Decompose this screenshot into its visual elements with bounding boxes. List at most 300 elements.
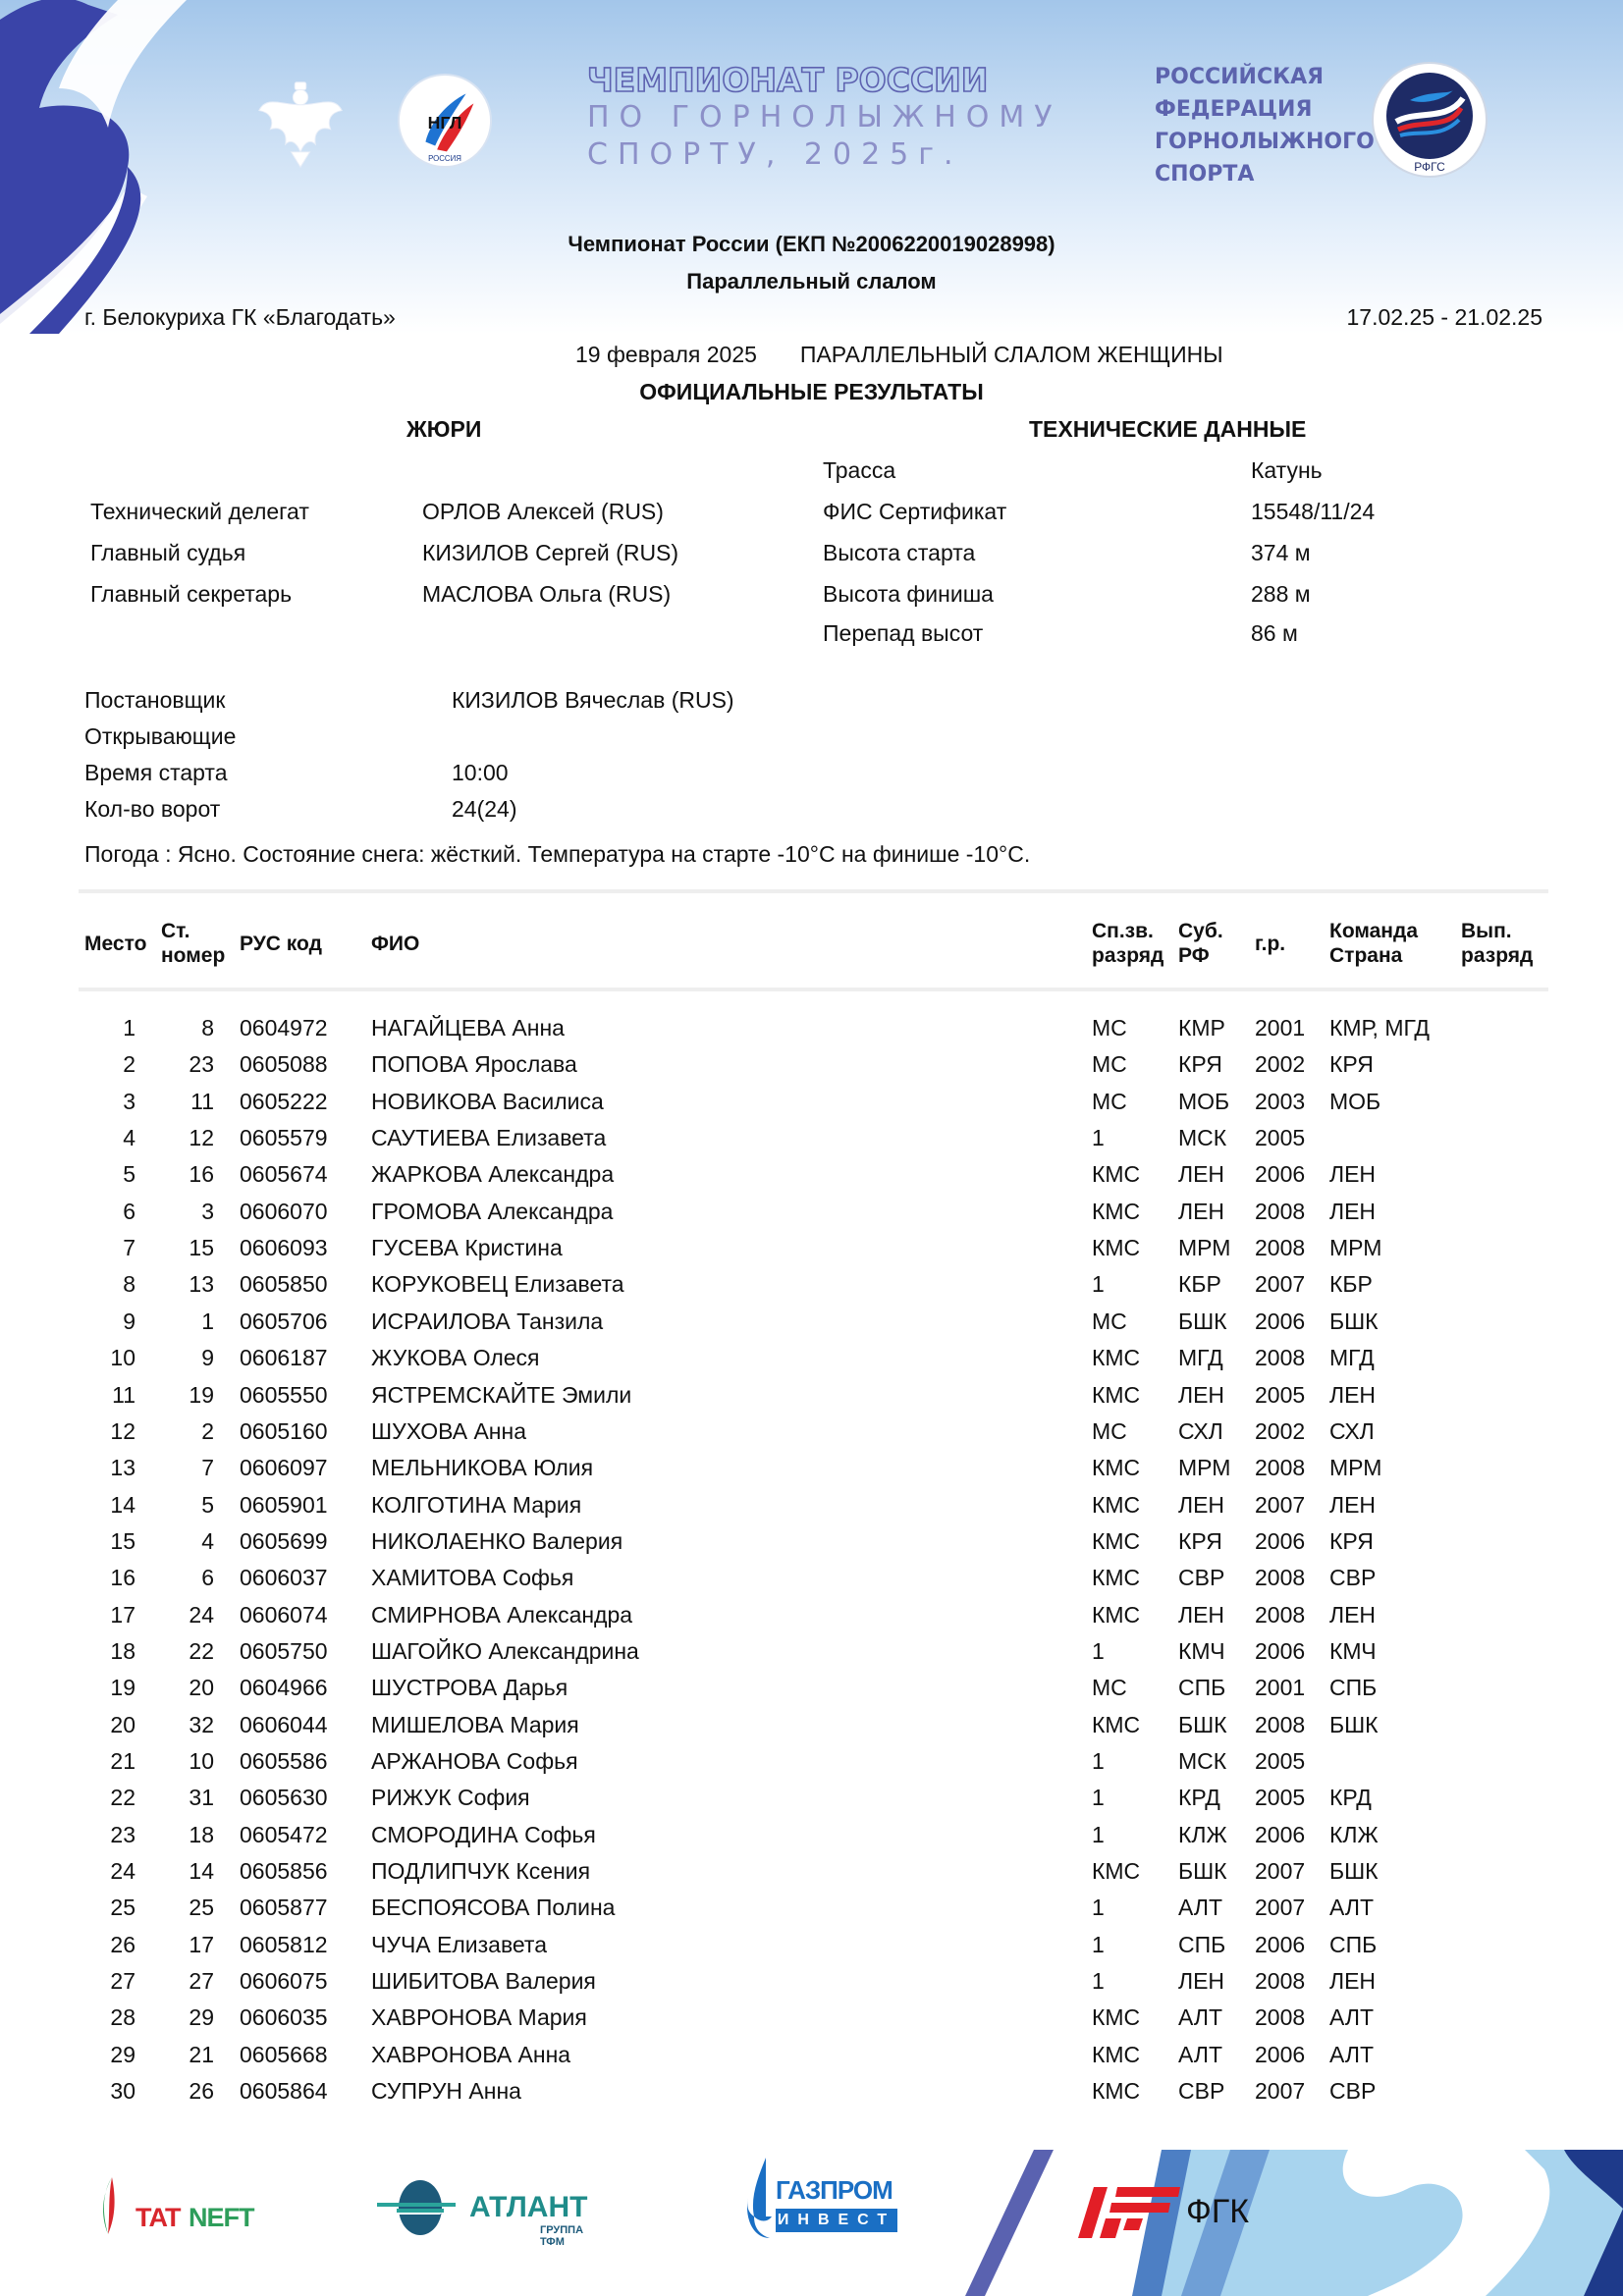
region-cell: МСК — [1178, 1125, 1227, 1151]
table-row — [0, 1932, 1623, 1968]
table-row — [0, 1602, 1623, 1638]
team-cell: БШК — [1329, 1858, 1379, 1885]
region-cell: СПБ — [1178, 1675, 1226, 1701]
sport-rank-cell: КМС — [1092, 1527, 1141, 1554]
region-cell: БШК — [1178, 1858, 1227, 1885]
table-row — [0, 1199, 1623, 1235]
team-cell: ЛЕН — [1329, 1601, 1377, 1628]
place-cell: 11 — [112, 1381, 135, 1408]
table-row — [0, 1345, 1623, 1381]
region-cell: МРМ — [1178, 1455, 1231, 1481]
col-out-rank-header: Вып. разряд — [1461, 920, 1534, 967]
region-cell: АЛТ — [1178, 2041, 1222, 2067]
rus-code-cell: 0605864 — [240, 2078, 328, 2105]
athlete-name-cell: ШИБИТОВА Валерия — [371, 1968, 596, 1995]
sport-rank-cell: МС — [1092, 1015, 1127, 1041]
table-row — [0, 1125, 1623, 1161]
place-cell: 14 — [110, 1491, 135, 1518]
bib-cell: 16 — [189, 1161, 214, 1188]
results-heading: ОФИЦИАЛЬНЫЕ РЕЗУЛЬТАТЫ — [639, 379, 984, 404]
team-cell: ЛЕН — [1329, 1968, 1377, 1995]
athlete-name-cell: ПОПОВА Ярослава — [371, 1051, 577, 1078]
team-cell: КМР, МГД — [1329, 1015, 1430, 1041]
rus-code-cell: 0606070 — [240, 1198, 328, 1224]
region-cell: МОБ — [1178, 1088, 1230, 1114]
jury-value: ОРЛОВ Алексей (RUS) — [422, 499, 664, 524]
team-cell: КРЯ — [1329, 1527, 1374, 1554]
sport-rank-cell: КМС — [1092, 2004, 1141, 2031]
tech-label: Трасса — [823, 457, 896, 483]
athlete-name-cell: АРЖАНОВА Софья — [371, 1748, 578, 1774]
sport-rank-cell: МС — [1092, 1417, 1127, 1444]
team-cell: КРЯ — [1329, 1051, 1374, 1078]
team-cell: МРМ — [1329, 1455, 1382, 1481]
region-cell: СВР — [1178, 2078, 1225, 2105]
athlete-name-cell: НИКОЛАЕНКО Валерия — [371, 1527, 623, 1554]
athlete-name-cell: ИСРАИЛОВА Танзила — [371, 1308, 604, 1334]
sport-rank-cell: 1 — [1092, 1748, 1105, 1774]
rus-code-cell: 0605812 — [240, 1931, 328, 1957]
table-row — [0, 1089, 1623, 1125]
rus-code-cell: 0606035 — [240, 2004, 328, 2031]
table-row — [0, 1638, 1623, 1675]
tech-value: Катунь — [1251, 457, 1323, 483]
region-cell: КРЯ — [1178, 1051, 1222, 1078]
birth-year-cell: 2008 — [1255, 1455, 1306, 1481]
team-cell: ЛЕН — [1329, 1491, 1377, 1518]
team-cell: КЛЖ — [1329, 1821, 1379, 1847]
federation-name: РОССИЙСКАЯ ФЕДЕРАЦИЯ ГОРНОЛЫЖНОГО СПОРТА — [1155, 65, 1375, 187]
table-row — [0, 1968, 1623, 2004]
table-row — [0, 2078, 1623, 2114]
place-cell: 7 — [123, 1235, 135, 1261]
athlete-name-cell: СМОРОДИНА Софья — [371, 1821, 596, 1847]
sport-rank-cell: КМС — [1092, 2078, 1141, 2105]
place-cell: 10 — [110, 1345, 135, 1371]
team-cell: ЛЕН — [1329, 1161, 1377, 1188]
place-cell: 9 — [123, 1308, 135, 1334]
jury-label: Главный секретарь — [90, 581, 293, 607]
bib-cell: 25 — [189, 1895, 214, 1921]
col-year-header: г.р. — [1255, 933, 1286, 955]
course-value: КИЗИЛОВ Вячеслав (RUS) — [452, 687, 734, 713]
rus-code-cell: 0605674 — [240, 1161, 328, 1188]
table-row — [0, 1528, 1623, 1565]
bib-cell: 10 — [189, 1748, 214, 1774]
sport-rank-cell: 1 — [1092, 1271, 1105, 1298]
ski-swoosh-decoration — [936, 2150, 1623, 2296]
region-cell: МГД — [1178, 1345, 1223, 1371]
event-dates: 17.02.25 - 21.02.25 — [1346, 304, 1542, 330]
table-row — [0, 1858, 1623, 1895]
championship-title-line2: ПО ГОРНОЛЫЖНОМУ — [587, 100, 1062, 134]
place-cell: 18 — [110, 1637, 135, 1664]
bib-cell: 21 — [189, 2041, 214, 2067]
bib-cell: 5 — [201, 1491, 214, 1518]
rus-code-cell: 0605630 — [240, 1785, 328, 1811]
table-row — [0, 1492, 1623, 1528]
athlete-name-cell: ЖУКОВА Олеся — [371, 1345, 540, 1371]
region-cell: ЛЕН — [1178, 1601, 1225, 1628]
col-code-header: РУС код — [240, 933, 322, 955]
place-cell: 15 — [110, 1527, 135, 1554]
sport-rank-cell: КМС — [1092, 1601, 1141, 1628]
birth-year-cell: 2005 — [1255, 1125, 1306, 1151]
table-row — [0, 1051, 1623, 1088]
race-date: 19 февраля 2025 — [575, 342, 757, 367]
bib-cell: 18 — [189, 1821, 214, 1847]
region-cell: КРЯ — [1178, 1527, 1222, 1554]
rus-code-cell: 0605160 — [240, 1417, 328, 1444]
tech-label: Высота финиша — [823, 581, 994, 607]
bib-cell: 20 — [189, 1675, 214, 1701]
sport-rank-cell: МС — [1092, 1051, 1127, 1078]
place-cell: 3 — [123, 1088, 135, 1114]
region-cell: АЛТ — [1178, 2004, 1222, 2031]
place-cell: 19 — [110, 1675, 135, 1701]
tech-label: ФИС Сертификат — [823, 499, 1007, 524]
table-row — [0, 1418, 1623, 1455]
rus-code-cell: 0605472 — [240, 1821, 328, 1847]
place-cell: 5 — [123, 1161, 135, 1188]
bib-cell: 19 — [189, 1381, 214, 1408]
place-cell: 30 — [110, 2078, 135, 2105]
table-row — [0, 1565, 1623, 1601]
tech-label: Высота старта — [823, 540, 976, 565]
flame-icon — [98, 2177, 128, 2236]
table-row — [0, 1895, 1623, 1931]
athlete-name-cell: ПОДЛИПЧУК Ксения — [371, 1858, 591, 1885]
region-cell: АЛТ — [1178, 1895, 1222, 1921]
rus-code-cell: 0606093 — [240, 1235, 328, 1261]
rus-code-cell: 0605668 — [240, 2041, 328, 2067]
athlete-name-cell: ШАГОЙКО Александрина — [371, 1637, 639, 1664]
rus-code-cell: 0605222 — [240, 1088, 328, 1114]
athlete-name-cell: МИШЕЛОВА Мария — [371, 1711, 579, 1737]
rus-code-cell: 0605088 — [240, 1051, 328, 1078]
sport-rank-cell: МС — [1092, 1308, 1127, 1334]
svg-text:РОССИЯ: РОССИЯ — [428, 154, 461, 164]
bib-cell: 17 — [189, 1931, 214, 1957]
col-bib-header: Ст. номер — [161, 920, 226, 967]
rus-code-cell: 0605586 — [240, 1748, 328, 1774]
table-row — [0, 1161, 1623, 1198]
birth-year-cell: 2005 — [1255, 1381, 1306, 1408]
athlete-name-cell: ХАВРОНОВА Анна — [371, 2041, 571, 2067]
jury-value: КИЗИЛОВ Сергей (RUS) — [422, 540, 679, 565]
rus-code-cell: 0606187 — [240, 1345, 328, 1371]
athlete-name-cell: ШУСТРОВА Дарья — [371, 1675, 568, 1701]
birth-year-cell: 2006 — [1255, 1931, 1306, 1957]
championship-title-line1: ЧЕМПИОНАТ РОССИИ — [587, 61, 989, 99]
birth-year-cell: 2006 — [1255, 1161, 1306, 1188]
region-cell: ЛЕН — [1178, 1381, 1225, 1408]
jury-label: Главный судья — [90, 540, 246, 565]
place-cell: 20 — [110, 1711, 135, 1737]
race-info — [575, 342, 1223, 368]
sport-rank-cell: КМС — [1092, 1381, 1141, 1408]
bib-cell: 1 — [201, 1308, 214, 1334]
place-cell: 6 — [123, 1198, 135, 1224]
birth-year-cell: 2008 — [1255, 1345, 1306, 1371]
athlete-name-cell: ГУСЕВА Кристина — [371, 1235, 563, 1261]
athlete-name-cell: КОРУКОВЕЦ Елизавета — [371, 1271, 624, 1298]
team-cell: КБР — [1329, 1271, 1373, 1298]
birth-year-cell: 2008 — [1255, 1565, 1306, 1591]
tech-value: 15548/11/24 — [1251, 499, 1376, 524]
rus-code-cell: 0604972 — [240, 1015, 328, 1041]
region-cell: СХЛ — [1178, 1417, 1223, 1444]
tech-value: 374 м — [1251, 540, 1311, 565]
sport-rank-cell: КМС — [1092, 1161, 1141, 1188]
athlete-name-cell: САУТИЕВА Елизавета — [371, 1125, 607, 1151]
birth-year-cell: 2006 — [1255, 1637, 1306, 1664]
team-cell: ЛЕН — [1329, 1198, 1377, 1224]
course-label: Открывающие — [84, 723, 237, 749]
birth-year-cell: 2008 — [1255, 2004, 1306, 2031]
place-cell: 13 — [110, 1455, 135, 1481]
table-row — [0, 1712, 1623, 1748]
birth-year-cell: 2008 — [1255, 1235, 1306, 1261]
athlete-name-cell: ЖАРКОВА Александра — [371, 1161, 615, 1188]
bib-cell: 15 — [189, 1235, 214, 1261]
rus-code-cell: 0604966 — [240, 1675, 328, 1701]
birth-year-cell: 2008 — [1255, 1968, 1306, 1995]
championship-title-line3: СПОРТУ, 2025г. — [587, 137, 963, 172]
table-row — [0, 1015, 1623, 1051]
table-row — [0, 1271, 1623, 1308]
rus-code-cell: 0605856 — [240, 1858, 328, 1885]
bib-cell: 31 — [189, 1785, 214, 1811]
bib-cell: 24 — [189, 1601, 214, 1628]
bib-cell: 8 — [201, 1015, 214, 1041]
birth-year-cell: 2008 — [1255, 1601, 1306, 1628]
athlete-name-cell: РИЖУК София — [371, 1785, 530, 1811]
sport-rank-cell: 1 — [1092, 1785, 1105, 1811]
sport-rank-cell: 1 — [1092, 1968, 1105, 1995]
col-place-header: Место — [84, 933, 147, 955]
athlete-name-cell: СМИРНОВА Александра — [371, 1601, 633, 1628]
course-label: Постановщик — [84, 687, 226, 713]
course-label: Кол-во ворот — [84, 796, 221, 822]
bib-cell: 12 — [189, 1125, 214, 1151]
rus-code-cell: 0605706 — [240, 1308, 328, 1334]
event-title: Чемпионат России (ЕКП №2006220019028998) — [568, 232, 1055, 256]
course-value: 24(24) — [452, 796, 517, 822]
athlete-name-cell: ЯСТРЕМСКАЙТЕ Эмили — [371, 1381, 632, 1408]
place-cell: 1 — [123, 1015, 135, 1041]
region-cell: ЛЕН — [1178, 1198, 1225, 1224]
bib-cell: 22 — [189, 1637, 214, 1664]
rus-code-cell: 0606075 — [240, 1968, 328, 1995]
event-discipline: Параллельный слалом — [686, 269, 937, 294]
birth-year-cell: 2003 — [1255, 1088, 1306, 1114]
tech-value: 86 м — [1251, 620, 1298, 646]
bib-cell: 26 — [189, 2078, 214, 2105]
team-cell: АЛТ — [1329, 2004, 1374, 2031]
region-cell: БШК — [1178, 1308, 1227, 1334]
team-cell: ЛЕН — [1329, 1381, 1377, 1408]
athlete-name-cell: ГРОМОВА Александра — [371, 1198, 614, 1224]
team-cell: МРМ — [1329, 1235, 1382, 1261]
jury-heading: ЖЮРИ — [406, 416, 482, 442]
region-cell: КМЧ — [1178, 1637, 1225, 1664]
sport-rank-cell: 1 — [1092, 1895, 1105, 1921]
sport-rank-cell: КМС — [1092, 1198, 1141, 1224]
bib-cell: 2 — [201, 1417, 214, 1444]
sponsor-atlant-logo: АТЛАНТ ГРУППА ТФМ — [377, 2179, 456, 2241]
athlete-name-cell: ЧУЧА Елизавета — [371, 1931, 548, 1957]
birth-year-cell: 2001 — [1255, 1015, 1306, 1041]
region-cell: КРД — [1178, 1785, 1220, 1811]
region-cell: КМР — [1178, 1015, 1225, 1041]
rus-code-cell: 0605579 — [240, 1125, 328, 1151]
region-cell: МРМ — [1178, 1235, 1231, 1261]
birth-year-cell: 2008 — [1255, 1711, 1306, 1737]
course-value: 10:00 — [452, 760, 509, 785]
bib-cell: 14 — [189, 1858, 214, 1885]
athlete-name-cell: ШУХОВА Анна — [371, 1417, 527, 1444]
rus-code-cell: 0605901 — [240, 1491, 328, 1518]
rus-code-cell: 0606097 — [240, 1455, 328, 1481]
bib-cell: 7 — [201, 1455, 214, 1481]
sport-rank-cell: МС — [1092, 1675, 1127, 1701]
col-team-header: Команда Страна — [1329, 920, 1418, 967]
sport-rank-cell: КМС — [1092, 1235, 1141, 1261]
birth-year-cell: 2005 — [1255, 1785, 1306, 1811]
sport-rank-cell: 1 — [1092, 1931, 1105, 1957]
bib-cell: 9 — [201, 1345, 214, 1371]
place-cell: 12 — [110, 1417, 135, 1444]
rus-code-cell: 0605699 — [240, 1527, 328, 1554]
region-cell: ЛЕН — [1178, 1968, 1225, 1995]
sport-rank-cell: МС — [1092, 1088, 1127, 1114]
athlete-name-cell: СУПРУН Анна — [371, 2078, 521, 2105]
place-cell: 23 — [110, 1821, 135, 1847]
region-cell: БШК — [1178, 1711, 1227, 1737]
birth-year-cell: 2007 — [1255, 1491, 1306, 1518]
athlete-name-cell: ХАВРОНОВА Мария — [371, 2004, 587, 2031]
sport-rank-cell: 1 — [1092, 1125, 1105, 1151]
table-row — [0, 1785, 1623, 1821]
bib-cell: 11 — [190, 1088, 214, 1114]
weather-info: Погода : Ясно. Состояние снега: жёсткий. Температура на старте -10°С на финише -10°С. — [84, 841, 1031, 867]
team-cell: СВР — [1329, 1565, 1377, 1591]
birth-year-cell: 2006 — [1255, 1308, 1306, 1334]
jury-label: Технический делегат — [90, 499, 309, 524]
table-row — [0, 2042, 1623, 2078]
birth-year-cell: 2002 — [1255, 1417, 1306, 1444]
table-row — [0, 1308, 1623, 1345]
event-venue: г. Белокуриха ГК «Благодать» — [84, 304, 396, 330]
place-cell: 22 — [110, 1785, 135, 1811]
rus-code-cell: 0606037 — [240, 1565, 328, 1591]
table-row — [0, 1235, 1623, 1271]
birth-year-cell: 2007 — [1255, 1895, 1306, 1921]
place-cell: 25 — [110, 1895, 135, 1921]
athlete-name-cell: НОВИКОВА Василиса — [371, 1088, 604, 1114]
place-cell: 29 — [110, 2041, 135, 2067]
rfgs-federation-logo-icon — [1371, 61, 1488, 179]
divider — [79, 988, 1548, 991]
birth-year-cell: 2008 — [1255, 1198, 1306, 1224]
ngl-league-logo-icon — [397, 73, 493, 169]
place-cell: 26 — [110, 1931, 135, 1957]
birth-year-cell: 2005 — [1255, 1748, 1306, 1774]
team-cell: АЛТ — [1329, 1895, 1374, 1921]
jury-value: МАСЛОВА Ольга (RUS) — [422, 581, 672, 607]
technical-data-heading: ТЕХНИЧЕСКИЕ ДАННЫЕ — [1029, 416, 1307, 442]
col-subject-header: Суб. РФ — [1178, 920, 1223, 967]
svg-text:РФГС: РФГС — [1414, 160, 1445, 174]
athlete-name-cell: КОЛГОТИНА Мария — [371, 1491, 582, 1518]
bib-cell: 29 — [189, 2004, 214, 2031]
table-row — [0, 1822, 1623, 1858]
table-row — [0, 2004, 1623, 2041]
region-cell: КЛЖ — [1178, 1821, 1227, 1847]
col-name-header: ФИО — [371, 933, 420, 955]
sponsor-gazprom-invest-logo: ГАЗПРОМ ИНВЕСТ — [744, 2158, 784, 2245]
sport-rank-cell: 1 — [1092, 1637, 1105, 1664]
place-cell: 16 — [110, 1565, 135, 1591]
rus-code-cell: 0605550 — [240, 1381, 328, 1408]
sport-rank-cell: КМС — [1092, 1455, 1141, 1481]
region-cell: ЛЕН — [1178, 1491, 1225, 1518]
fgk-mark-icon — [1078, 2187, 1180, 2238]
sport-rank-cell: 1 — [1092, 1821, 1105, 1847]
divider — [79, 889, 1548, 893]
place-cell: 24 — [110, 1858, 135, 1885]
place-cell: 27 — [110, 1968, 135, 1995]
birth-year-cell: 2006 — [1255, 1527, 1306, 1554]
race-name: ПАРАЛЛЕЛЬНЫЙ СЛАЛОМ ЖЕНЩИНЫ — [799, 342, 1223, 367]
table-row — [0, 1748, 1623, 1785]
birth-year-cell: 2006 — [1255, 2041, 1306, 2067]
team-cell: МГД — [1329, 1345, 1375, 1371]
bib-cell: 23 — [189, 1051, 214, 1078]
place-cell: 28 — [110, 2004, 135, 2031]
place-cell: 4 — [123, 1125, 135, 1151]
sport-rank-cell: КМС — [1092, 2041, 1141, 2067]
col-rank-header: Сп.зв. разряд — [1092, 920, 1164, 967]
atlant-globe-icon — [377, 2179, 456, 2236]
rus-code-cell: 0606044 — [240, 1711, 328, 1737]
rus-code-cell: 0606074 — [240, 1601, 328, 1628]
bib-cell: 13 — [189, 1271, 214, 1298]
athlete-name-cell: МЕЛЬНИКОВА Юлия — [371, 1455, 594, 1481]
place-cell: 8 — [123, 1271, 135, 1298]
birth-year-cell: 2006 — [1255, 1821, 1306, 1847]
region-cell: СВР — [1178, 1565, 1225, 1591]
athlete-name-cell: НАГАЙЦЕВА Анна — [371, 1015, 565, 1041]
team-cell: АЛТ — [1329, 2041, 1374, 2067]
bib-cell: 32 — [189, 1711, 214, 1737]
birth-year-cell: 2007 — [1255, 2078, 1306, 2105]
sport-rank-cell: КМС — [1092, 1711, 1141, 1737]
sport-rank-cell: КМС — [1092, 1858, 1141, 1885]
bib-cell: 4 — [201, 1527, 214, 1554]
region-cell: КБР — [1178, 1271, 1221, 1298]
team-cell: КМЧ — [1329, 1637, 1377, 1664]
table-row — [0, 1455, 1623, 1491]
athlete-name-cell: БЕСПОЯСОВА Полина — [371, 1895, 616, 1921]
rus-code-cell: 0605750 — [240, 1637, 328, 1664]
team-cell: СХЛ — [1329, 1417, 1375, 1444]
birth-year-cell: 2007 — [1255, 1271, 1306, 1298]
bib-cell: 3 — [201, 1198, 214, 1224]
region-cell: СПБ — [1178, 1931, 1226, 1957]
svg-text:НГЛ: НГЛ — [427, 112, 462, 133]
